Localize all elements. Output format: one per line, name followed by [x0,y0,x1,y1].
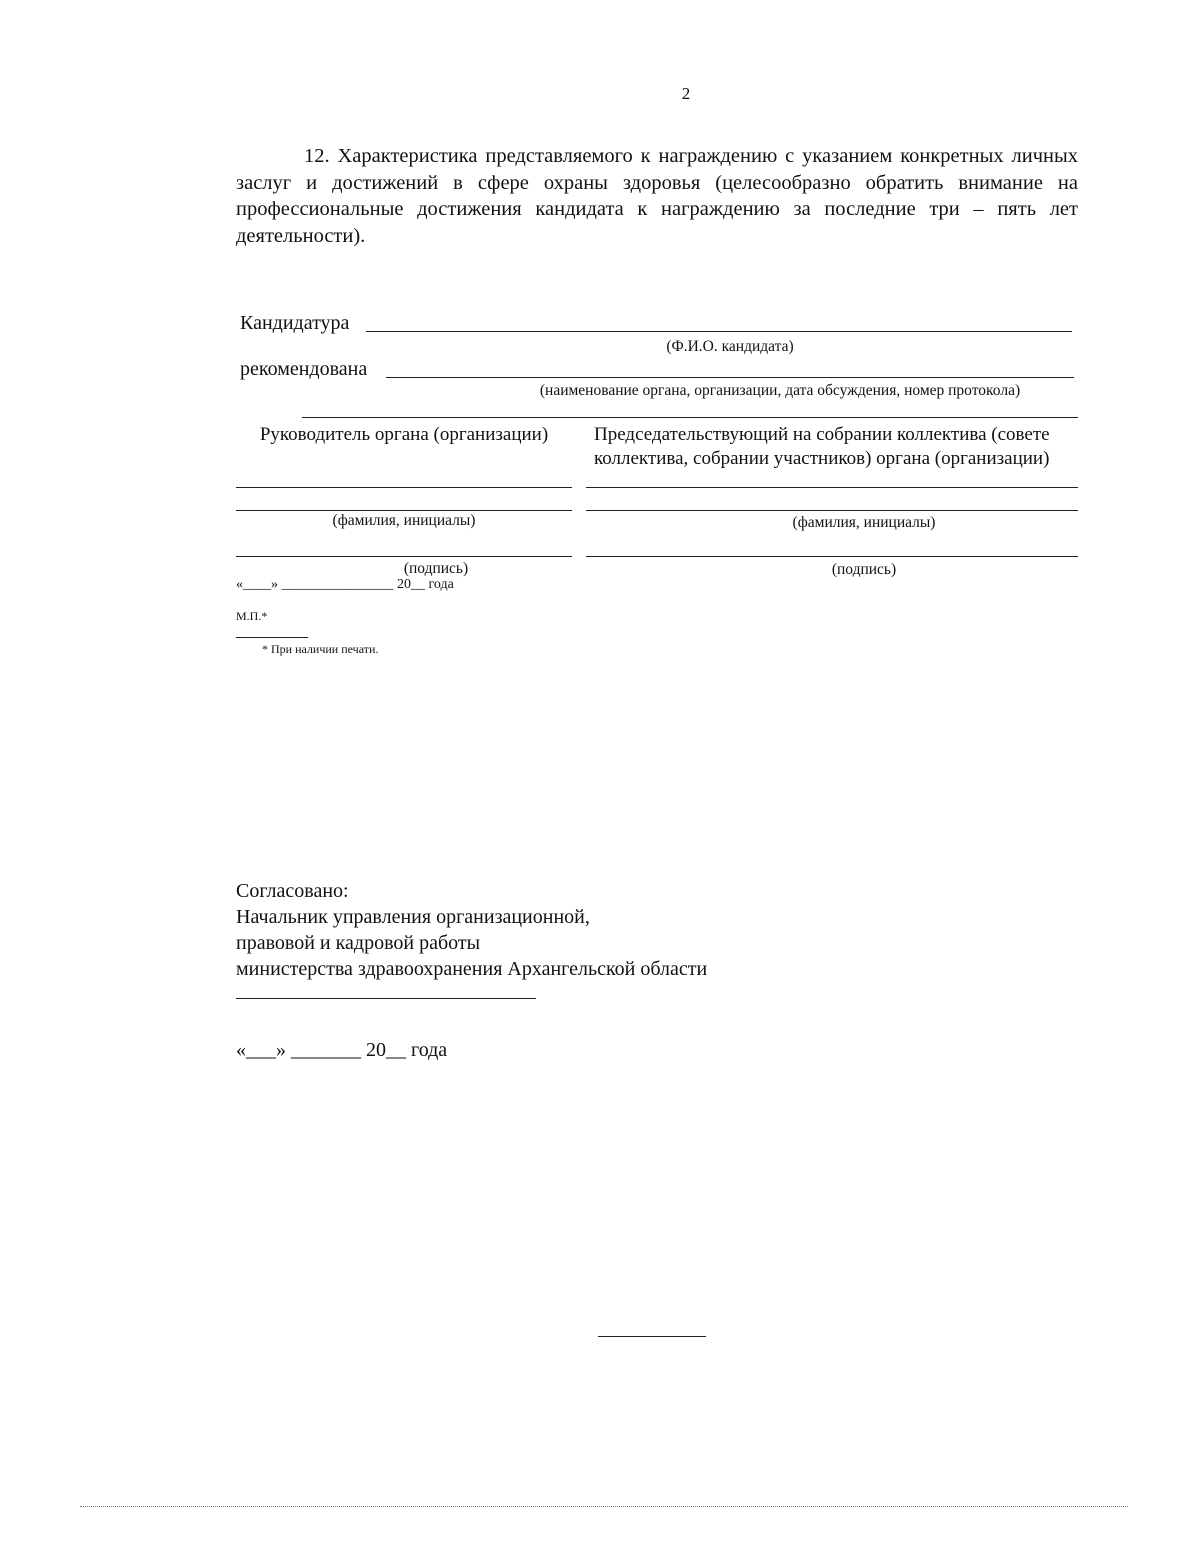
stamp-footnote: * При наличии печати. [262,642,379,656]
right-name-line [586,510,1078,511]
candidacy-line [366,331,1072,332]
recommended-caption: (наименование органа, организации, дата обсуждения, номер протокола) [539,382,1021,399]
right-line-1 [586,487,1078,488]
footnote-separator [236,637,308,638]
approval-date-line: «___» _______ 20__ года [236,1039,448,1061]
recommended-line [386,377,1074,378]
left-name-caption: (фамилия, инициалы) [332,512,476,529]
section-12-paragraph [236,143,1078,249]
recommended-second-line [302,417,1078,418]
candidacy-label: Кандидатура [240,312,350,334]
candidacy-caption: (Ф.И.О. кандидата) [666,338,794,355]
left-line-1 [236,487,572,488]
left-signature-caption: (подпись) [403,560,469,577]
page-number: 2 [681,84,691,103]
left-signature-line [236,556,572,557]
approval-signature-line [236,998,536,999]
left-name-line [236,510,572,511]
recommended-label: рекомендована [240,358,368,380]
approval-line-3: министерства здравоохранения Архангельской области [236,958,708,980]
right-signature-caption: (подпись) [831,561,897,578]
approval-line-2: правовой и кадровой работы [236,932,481,954]
approval-block [236,878,707,982]
right-name-caption: (фамилия, инициалы) [792,514,936,531]
left-signatory-title: Руководитель органа (организации) [259,424,549,445]
end-of-document-rule [598,1336,706,1337]
right-signatory-title-1: Председательствующий на собрании коллектива (совете [594,424,1050,445]
stamp-label: М.П.* [236,609,268,623]
right-signatory-title-2: коллектива, собрании участников) органа (организации) [594,448,1050,469]
approval-line-1: Начальник управления организационной, [236,906,590,928]
scan-bottom-edge [80,1506,1128,1507]
approval-heading: Согласовано: [236,880,349,902]
right-signature-line [586,556,1078,557]
section-12-text: 12. Характеристика представляемого к награждению с указанием конкретных личных заслуг и достижений в сфере охраны здоровья (целесообразно обратить внимание на профессиональные достижения кандидата к награждению за последние три – пять лет деятельности). [236,145,1078,247]
left-date-line: «____» ________________ 20__ года [236,577,454,592]
